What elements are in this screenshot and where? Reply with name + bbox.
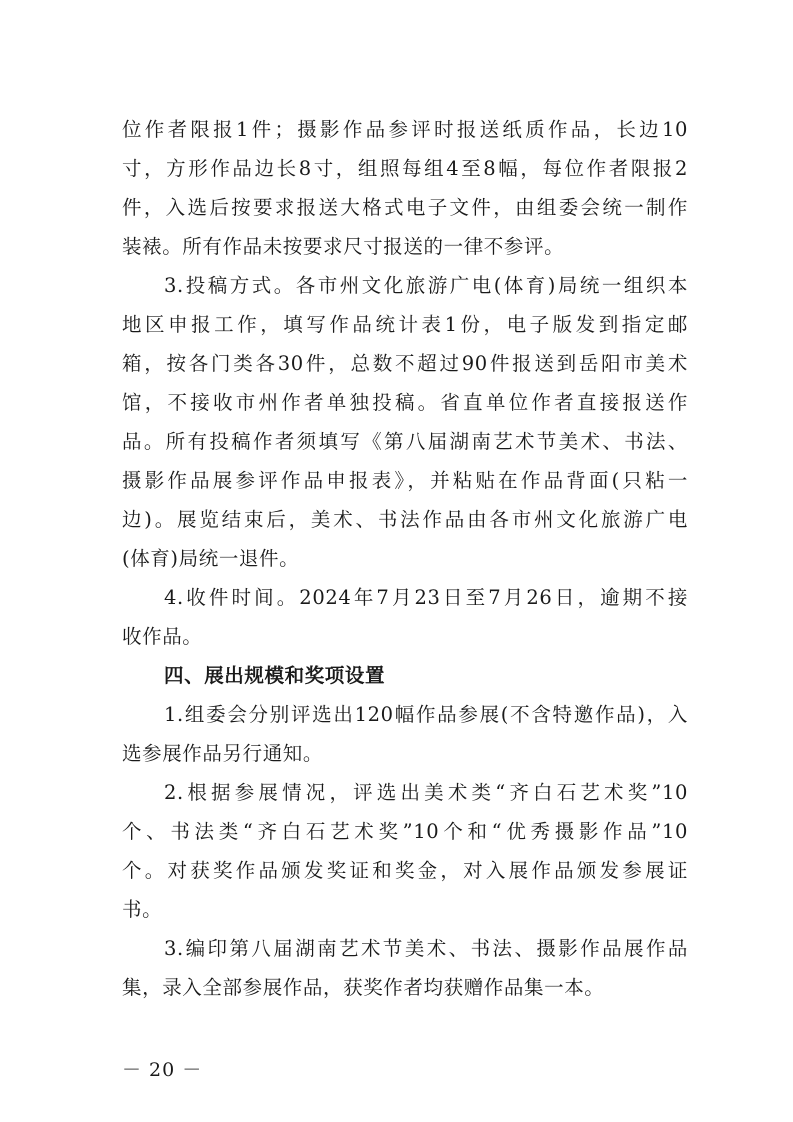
text-line: 地区申报工作，填写作品统计表1份，电子版发到指定邮	[122, 313, 688, 336]
text-line: 3.投稿方式。各市州文化旅游广电(体育)局统一组织本	[164, 274, 688, 297]
text-line: 书。	[122, 898, 163, 921]
section-heading: 四、展出规模和奖项设置	[164, 664, 386, 687]
text-line: 装裱。所有作品未按要求尺寸报送的一律不参评。	[122, 235, 565, 258]
text-line: 集，录入全部参展作品，获奖作者均获赠作品集一本。	[122, 976, 605, 999]
text-line: 位作者限报1件；摄影作品参评时报送纸质作品，长边10	[122, 118, 688, 141]
text-line: 寸，方形作品边长8寸，组照每组4至8幅，每位作者限报2	[122, 157, 688, 180]
text-line: 选参展作品另行通知。	[122, 742, 324, 765]
text-line: (体育)局统一退件。	[122, 547, 300, 570]
text-line: 馆，不接收市州作者单独投稿。省直单位作者直接报送作	[122, 391, 688, 414]
text-line: 个。对获奖作品颁发奖证和奖金，对入展作品颁发参展证	[122, 859, 688, 882]
text-line: 2.根据参展情况，评选出美术类“齐白石艺术奖”10	[164, 781, 688, 804]
page-number: － 20 －	[122, 1059, 203, 1081]
text-line: 1.组委会分别评选出120幅作品参展(不含特邀作品)，入	[164, 703, 688, 726]
text-line: 收作品。	[122, 625, 203, 648]
text-line: 摄影作品展参评作品申报表》，并粘贴在作品背面(只粘一	[122, 469, 688, 492]
text-line: 边)。展览结束后，美术、书法作品由各市州文化旅游广电	[122, 508, 688, 531]
text-line: 3.编印第八届湖南艺术节美术、书法、摄影作品展作品	[164, 937, 688, 960]
text-line: 品。所有投稿作者须填写《第八届湖南艺术节美术、书法、	[122, 430, 688, 453]
text-line: 件，入选后按要求报送大格式电子文件，由组委会统一制作	[122, 196, 688, 219]
text-line: 个、书法类“齐白石艺术奖”10个和“优秀摄影作品”10	[122, 820, 688, 843]
text-line: 4.收件时间。2024年7月23日至7月26日，逾期不接	[164, 586, 688, 609]
text-line: 箱，按各门类各30件，总数不超过90件报送到岳阳市美术	[122, 352, 688, 375]
